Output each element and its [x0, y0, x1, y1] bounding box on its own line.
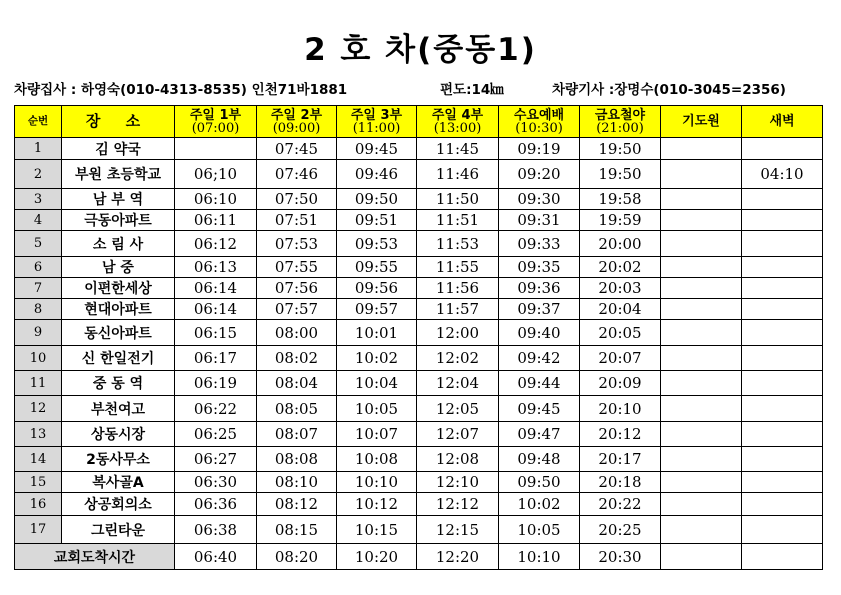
time-dawn: [742, 371, 823, 396]
time-wednesday: 09:33: [499, 231, 580, 257]
table-row: [15, 138, 823, 160]
time-sunday-3: 10:08: [337, 447, 417, 472]
time-wednesday: 09:31: [499, 210, 580, 231]
header-sunday-3-title: 주일 3부: [350, 107, 403, 123]
vehicle-manager-info: 차량집사 : 하영숙(010-4313-8535) 인천71바1881: [14, 82, 348, 98]
time-friday: 20:25: [580, 516, 661, 544]
time-dawn: [742, 422, 823, 447]
header-sunday-1: [175, 106, 257, 138]
time-prayer-house: [661, 422, 742, 447]
time-sunday-4: 12:10: [417, 472, 499, 493]
stop-name: 동신아파트: [62, 320, 175, 346]
table-row: [15, 210, 823, 231]
table-row: [15, 422, 823, 447]
time-wednesday: 10:05: [499, 516, 580, 544]
time-friday: 20:07: [580, 346, 661, 371]
time-sunday-4: 12:12: [417, 493, 499, 516]
time-wednesday: 09:50: [499, 472, 580, 493]
time-sunday-4: 11:50: [417, 189, 499, 210]
time-wednesday: 09:20: [499, 160, 580, 189]
time-wednesday: 09:48: [499, 447, 580, 472]
time-sunday-3: 10:01: [337, 320, 417, 346]
time-prayer-house: [661, 189, 742, 210]
stop-number: 9: [15, 320, 62, 346]
header-friday: [580, 106, 661, 138]
header-sunday-4: [417, 106, 499, 138]
time-sunday-4: 12:08: [417, 447, 499, 472]
table-row: [15, 160, 823, 189]
time-wednesday: 09:42: [499, 346, 580, 371]
driver-info: 차량기사 :장명수(010-3045=2356): [552, 82, 786, 98]
time-sunday-1: 06:17: [175, 346, 257, 371]
table-row: [15, 396, 823, 422]
stop-name: 부천여고: [62, 396, 175, 422]
time-friday: 20:02: [580, 257, 661, 278]
time-dawn: 04:10: [742, 160, 823, 189]
stop-number: 5: [15, 231, 62, 257]
time-dawn: [742, 396, 823, 422]
time-prayer-house: [661, 160, 742, 189]
time-friday: 19:50: [580, 160, 661, 189]
time-sunday-1: 06:15: [175, 320, 257, 346]
time-prayer-house: [661, 472, 742, 493]
header-dawn: 새벽: [742, 106, 823, 138]
stop-name: 상동시장: [62, 422, 175, 447]
arrival-label: 교회도착시간: [15, 544, 175, 570]
stop-number: 3: [15, 189, 62, 210]
time-friday: 20:10: [580, 396, 661, 422]
time-sunday-3: 10:05: [337, 396, 417, 422]
stop-name: 중 동 역: [62, 371, 175, 396]
time-dawn: [742, 320, 823, 346]
time-sunday-1: [175, 138, 257, 160]
header-sunday-2: [257, 106, 337, 138]
table-row: [15, 299, 823, 320]
table-row: [15, 447, 823, 472]
time-friday: 20:05: [580, 320, 661, 346]
time-sunday-4: 11:57: [417, 299, 499, 320]
time-prayer-house: [661, 278, 742, 299]
stop-name: 남 중: [62, 257, 175, 278]
time-friday: 19:59: [580, 210, 661, 231]
time-prayer-house: [661, 371, 742, 396]
stop-number: 8: [15, 299, 62, 320]
stop-number: 10: [15, 346, 62, 371]
time-prayer-house: [661, 346, 742, 371]
time-sunday-3: 10:02: [337, 346, 417, 371]
table-row: [15, 493, 823, 516]
arrival-sunday-1: 06:40: [175, 544, 257, 570]
time-prayer-house: [661, 138, 742, 160]
stop-number: 6: [15, 257, 62, 278]
time-prayer-house: [661, 320, 742, 346]
stop-number: 2: [15, 160, 62, 189]
table-row: [15, 278, 823, 299]
stop-number: 12: [15, 396, 62, 422]
time-dawn: [742, 472, 823, 493]
time-sunday-3: 09:46: [337, 160, 417, 189]
time-sunday-1: 06:30: [175, 472, 257, 493]
header-friday-time: (21:00): [596, 120, 644, 136]
header-place: 장 소: [62, 106, 175, 138]
time-dawn: [742, 138, 823, 160]
stop-number: 16: [15, 493, 62, 516]
header-sunday-3-time: (11:00): [352, 120, 401, 136]
time-sunday-2: 08:08: [257, 447, 337, 472]
stop-name: 소 림 사: [62, 231, 175, 257]
time-wednesday: 09:47: [499, 422, 580, 447]
stop-name: 복사골A: [62, 472, 175, 493]
table-row: [15, 257, 823, 278]
arrival-sunday-4: 12:20: [417, 544, 499, 570]
table-row: [15, 371, 823, 396]
time-sunday-2: 07:50: [257, 189, 337, 210]
header-friday-title: 금요철야: [594, 107, 646, 123]
arrival-sunday-3: 10:20: [337, 544, 417, 570]
stop-number: 7: [15, 278, 62, 299]
time-wednesday: 09:37: [499, 299, 580, 320]
stop-number: 17: [15, 516, 62, 544]
time-dawn: [742, 257, 823, 278]
time-dawn: [742, 210, 823, 231]
time-prayer-house: [661, 396, 742, 422]
arrival-dawn: [742, 544, 823, 570]
stop-number: 4: [15, 210, 62, 231]
time-sunday-1: 06:11: [175, 210, 257, 231]
time-wednesday: 10:02: [499, 493, 580, 516]
time-sunday-1: 06:19: [175, 371, 257, 396]
header-wednesday-time: (10:30): [515, 120, 563, 136]
time-sunday-2: 07:45: [257, 138, 337, 160]
time-sunday-4: 12:00: [417, 320, 499, 346]
time-sunday-2: 08:12: [257, 493, 337, 516]
time-sunday-1: 06:36: [175, 493, 257, 516]
table-row: [15, 189, 823, 210]
header-sunday-2-title: 주일 2부: [270, 107, 323, 123]
time-sunday-2: 07:53: [257, 231, 337, 257]
header-wednesday: [499, 106, 580, 138]
arrival-row: [15, 544, 823, 570]
time-sunday-1: 06;10: [175, 160, 257, 189]
header-sunday-3: [337, 106, 417, 138]
header-sunday-4-title: 주일 4부: [431, 107, 484, 123]
time-wednesday: 09:36: [499, 278, 580, 299]
time-prayer-house: [661, 257, 742, 278]
stop-number: 11: [15, 371, 62, 396]
time-sunday-4: 12:02: [417, 346, 499, 371]
time-dawn: [742, 278, 823, 299]
time-dawn: [742, 189, 823, 210]
table-row: [15, 472, 823, 493]
header-sunday-4-time: (13:00): [433, 120, 482, 136]
time-sunday-2: 08:15: [257, 516, 337, 544]
time-wednesday: 09:19: [499, 138, 580, 160]
stop-number: 1: [15, 138, 62, 160]
time-wednesday: 09:45: [499, 396, 580, 422]
time-friday: 20:18: [580, 472, 661, 493]
time-friday: 20:22: [580, 493, 661, 516]
time-sunday-3: 10:15: [337, 516, 417, 544]
time-friday: 20:09: [580, 371, 661, 396]
time-sunday-3: 09:50: [337, 189, 417, 210]
time-sunday-4: 11:55: [417, 257, 499, 278]
bus-schedule-table: [14, 105, 823, 570]
page-title: 2 호 차(중동1): [304, 32, 537, 68]
time-sunday-2: 08:07: [257, 422, 337, 447]
stop-name: 극동아파트: [62, 210, 175, 231]
time-friday: 20:00: [580, 231, 661, 257]
time-sunday-1: 06:13: [175, 257, 257, 278]
time-prayer-house: [661, 516, 742, 544]
time-sunday-3: 10:10: [337, 472, 417, 493]
time-sunday-3: 09:51: [337, 210, 417, 231]
time-sunday-3: 09:57: [337, 299, 417, 320]
time-sunday-2: 08:05: [257, 396, 337, 422]
time-sunday-4: 11:53: [417, 231, 499, 257]
header-prayer-house: 기도원: [661, 106, 742, 138]
time-friday: 20:04: [580, 299, 661, 320]
time-sunday-4: 12:04: [417, 371, 499, 396]
arrival-sunday-2: 08:20: [257, 544, 337, 570]
time-sunday-3: 10:04: [337, 371, 417, 396]
time-sunday-2: 08:00: [257, 320, 337, 346]
time-sunday-2: 08:04: [257, 371, 337, 396]
time-friday: 20:03: [580, 278, 661, 299]
time-sunday-2: 07:57: [257, 299, 337, 320]
time-sunday-4: 11:46: [417, 160, 499, 189]
time-sunday-1: 06:14: [175, 299, 257, 320]
time-friday: 20:17: [580, 447, 661, 472]
time-sunday-2: 07:46: [257, 160, 337, 189]
header-row: [15, 106, 823, 138]
time-dawn: [742, 516, 823, 544]
time-sunday-4: 11:51: [417, 210, 499, 231]
time-sunday-1: 06:25: [175, 422, 257, 447]
time-sunday-1: 06:38: [175, 516, 257, 544]
time-prayer-house: [661, 210, 742, 231]
time-sunday-1: 06:14: [175, 278, 257, 299]
time-sunday-3: 10:07: [337, 422, 417, 447]
time-friday: 19:58: [580, 189, 661, 210]
time-sunday-4: 11:56: [417, 278, 499, 299]
stop-number: 14: [15, 447, 62, 472]
time-friday: 20:12: [580, 422, 661, 447]
time-wednesday: 09:40: [499, 320, 580, 346]
stop-number: 15: [15, 472, 62, 493]
time-prayer-house: [661, 447, 742, 472]
arrival-wednesday: 10:10: [499, 544, 580, 570]
header-wednesday-title: 수요예배: [513, 107, 565, 123]
table-row: [15, 346, 823, 371]
table-row: [15, 320, 823, 346]
time-friday: 19:50: [580, 138, 661, 160]
time-sunday-1: 06:27: [175, 447, 257, 472]
arrival-friday: 20:30: [580, 544, 661, 570]
time-wednesday: 09:35: [499, 257, 580, 278]
stop-name: 이편한세상: [62, 278, 175, 299]
time-sunday-2: 08:10: [257, 472, 337, 493]
time-sunday-1: 06:22: [175, 396, 257, 422]
time-sunday-1: 06:10: [175, 189, 257, 210]
time-prayer-house: [661, 493, 742, 516]
time-sunday-4: 11:45: [417, 138, 499, 160]
time-dawn: [742, 231, 823, 257]
table-row: [15, 231, 823, 257]
time-dawn: [742, 493, 823, 516]
table-row: [15, 516, 823, 544]
time-sunday-3: 09:53: [337, 231, 417, 257]
time-sunday-2: 07:51: [257, 210, 337, 231]
stop-name: 부원 초등학교: [62, 160, 175, 189]
time-sunday-3: 09:55: [337, 257, 417, 278]
header-sunday-1-time: (07:00): [191, 120, 240, 136]
time-sunday-4: 12:05: [417, 396, 499, 422]
time-sunday-3: 10:12: [337, 493, 417, 516]
time-sunday-2: 08:02: [257, 346, 337, 371]
header-number: 순번: [15, 106, 62, 138]
header-sunday-2-time: (09:00): [272, 120, 321, 136]
time-sunday-1: 06:12: [175, 231, 257, 257]
stop-name: 남 부 역: [62, 189, 175, 210]
time-sunday-4: 12:07: [417, 422, 499, 447]
stop-name: 김 약국: [62, 138, 175, 160]
time-sunday-4: 12:15: [417, 516, 499, 544]
stop-name: 그린타운: [62, 516, 175, 544]
time-wednesday: 09:30: [499, 189, 580, 210]
distance-info: 편도:14㎞: [440, 82, 504, 98]
stop-name: 현대아파트: [62, 299, 175, 320]
stop-name: 2동사무소: [62, 447, 175, 472]
stop-number: 13: [15, 422, 62, 447]
time-sunday-2: 07:56: [257, 278, 337, 299]
time-wednesday: 09:44: [499, 371, 580, 396]
stop-name: 신 한일전기: [62, 346, 175, 371]
time-sunday-3: 09:45: [337, 138, 417, 160]
time-prayer-house: [661, 299, 742, 320]
time-prayer-house: [661, 231, 742, 257]
stop-name: 상공회의소: [62, 493, 175, 516]
header-sunday-1-title: 주일 1부: [189, 107, 242, 123]
time-dawn: [742, 299, 823, 320]
time-dawn: [742, 346, 823, 371]
time-sunday-3: 09:56: [337, 278, 417, 299]
time-sunday-2: 07:55: [257, 257, 337, 278]
time-dawn: [742, 447, 823, 472]
arrival-prayer-house: [661, 544, 742, 570]
